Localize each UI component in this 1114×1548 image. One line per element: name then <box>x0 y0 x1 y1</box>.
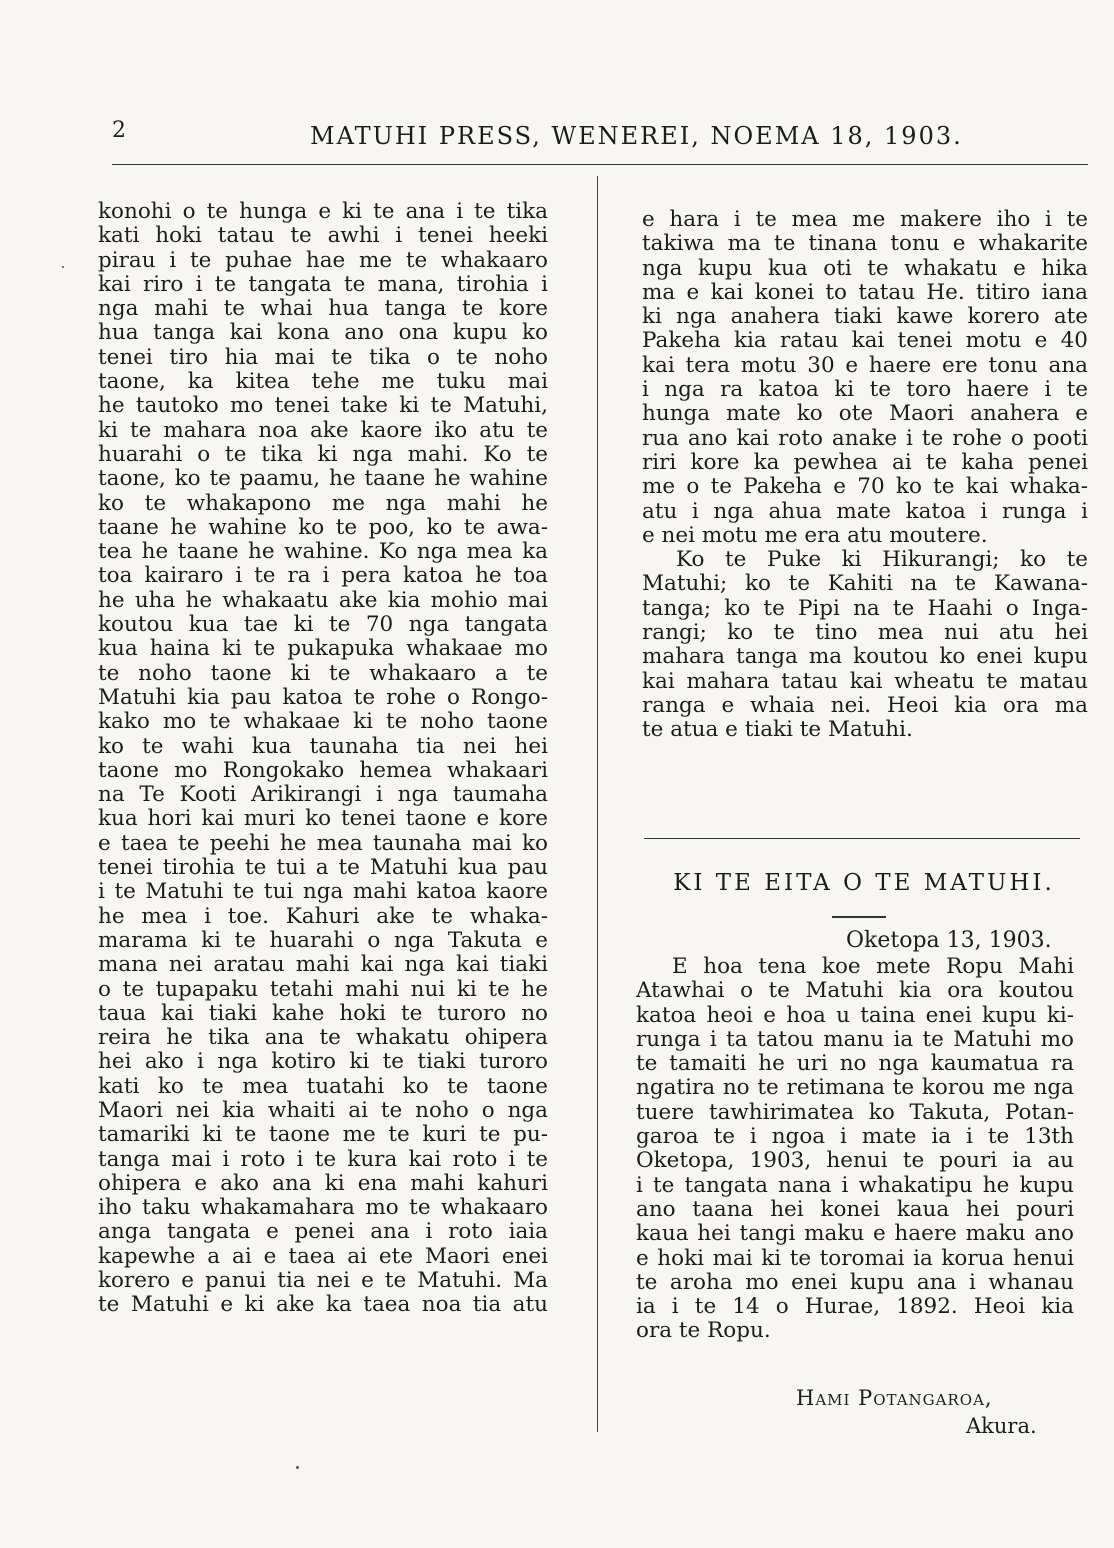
text-line: o te tupapaku tetahi mahi nui ki te he <box>98 976 548 1002</box>
text-line: te tamaiti he uri no nga kaumatua ra <box>636 1051 1074 1077</box>
text-line: rangi; ko te tino mea nui atu hei <box>642 620 1088 646</box>
text-line: garoa te i ngoa i mate ia i te 13th <box>636 1124 1074 1150</box>
text-line: he tautoko mo tenei take ki te Matuhi, <box>98 393 548 419</box>
text-line: i nga ra katoa ki te toro haere i te <box>642 377 1088 403</box>
text-line: kua hori kai muri ko tenei taone e kore <box>98 806 548 832</box>
letter-heading: KI TE EITA O TE MATUHI. <box>673 870 1055 896</box>
text-line: te aroha mo enei kupu ana i whanau <box>636 1269 1074 1295</box>
text-line: hei ako i nga kotiro ki te tiaki turoro <box>98 1049 548 1075</box>
text-line: kai tera motu 30 e haere ere tonu ana <box>642 352 1088 378</box>
text-line: ki nga anahera tiaki kawe korero ate <box>642 304 1088 330</box>
text-line: kako mo te whakaae ki te noho taone <box>98 709 548 735</box>
text-line: Atawhai o te Matuhi kia ora koutou <box>636 978 1074 1004</box>
text-line: tamariki ki te taone me te kuri te pu- <box>98 1122 548 1148</box>
header-rule <box>112 164 1088 165</box>
text-line: kapewhe a ai e taea ai ete Maori enei <box>98 1243 548 1269</box>
text-line: Oketopa, 1903, henui te pouri ia au <box>636 1148 1074 1174</box>
text-line: kaua hei tangi maku e haere maku ano <box>636 1221 1074 1247</box>
text-line: ma e kai konei to tatau He. titiro iana <box>642 279 1088 305</box>
text-line: taone mo Rongokako hemea whakaari <box>98 757 548 783</box>
text-line: nga mahi te whai hua tanga te kore <box>98 296 548 322</box>
text-line: kati hoki tatau te awhi i tenei heeki <box>98 223 548 249</box>
text-line: tea he taane he wahine. Ko nga mea ka <box>98 539 548 565</box>
text-line: Ko te Puke ki Hikurangi; ko te <box>676 547 1088 573</box>
text-line: iho taku whakamahara mo te whakaaro <box>98 1195 548 1221</box>
text-line: kati ko te mea tuatahi ko te taone <box>98 1073 548 1099</box>
text-line: i te tangata nana i whakatipu he kupu <box>636 1172 1074 1198</box>
text-line: taone, ko te paamu, he taane he wahine <box>98 466 548 492</box>
text-line: nga kupu kua oti te whakatu e hika <box>642 255 1088 281</box>
text-line: he mea i toe. Kahuri ake te whaka- <box>98 903 548 929</box>
page-header <box>112 118 1092 166</box>
text-line: E hoa tena koe mete Ropu Mahi <box>672 954 1074 979</box>
text-line: taua kai tiaki kahe hoki te turoro no <box>98 1000 548 1026</box>
text-line: katoa heoi e hoa u taina enei kupu ki- <box>636 1002 1074 1028</box>
text-line: ki te mahara noa ake kaore iko atu te <box>98 417 548 443</box>
text-line: tanga; ko te Pipi na te Haahi o Inga- <box>642 595 1088 621</box>
section-rule <box>644 838 1080 839</box>
text-line: korero e panui tia nei e te Matuhi. Ma <box>98 1268 548 1294</box>
text-line: Maori nei kia whaiti ai te noho o nga <box>98 1097 548 1123</box>
page-number: 2 <box>112 118 126 143</box>
letter-body <box>636 955 1074 1344</box>
text-line: kua haina ki te pukapuka whakaae mo <box>98 636 548 662</box>
text-line: takiwa ma te tinana tonu e whakarite <box>642 231 1088 257</box>
letter-signer: Hami Potangaroa, <box>796 1386 993 1410</box>
text-line: taone, ka kitea tehe me tuku mai <box>98 369 548 395</box>
text-line: rua ano kai roto anake i te rohe o pooti <box>642 425 1088 451</box>
letter-place: Akura. <box>966 1414 1037 1438</box>
text-line: kai mahara tatau kai wheatu te matau <box>642 668 1088 694</box>
text-line: na Te Kooti Arikirangi i nga taumaha <box>98 782 548 808</box>
text-line: tenei tirohia te tui a te Matuhi kua pau <box>98 855 548 881</box>
text-line: hunga mate ko ote Maori anahera e <box>642 401 1088 427</box>
text-line: ohipera e ako ana ki ena mahi kahuri <box>98 1170 548 1196</box>
text-line: te Matuhi e ki ake ka taea noa tia atu <box>98 1292 548 1318</box>
text-line: taane he wahine ko te poo, ko te awa- <box>98 514 548 540</box>
text-line: Matuhi kia pau katoa te rohe o Rongo- <box>98 684 548 710</box>
letter-date: Oketopa 13, 1903. <box>846 928 1052 953</box>
text-line: te atua e tiaki te Matuhi. <box>642 717 913 743</box>
text-line: ranga e whaia nei. Heoi kia ora ma <box>642 692 1088 718</box>
text-line: tenei tiro hia mai te tika o te noho <box>98 344 548 370</box>
text-line: mana nei aratau mahi kai nga kai tiaki <box>98 952 548 978</box>
print-speck <box>296 1466 299 1469</box>
left-column <box>98 200 548 1318</box>
text-line: e hoki mai ki te toromai ia korua henui <box>636 1245 1074 1271</box>
text-line: kai riro i te tangata te mana, tirohia i <box>98 271 548 297</box>
text-line: marama ki te huarahi o nga Takuta e <box>98 927 548 953</box>
text-line: ko te whakapono me nga mahi he <box>98 490 548 516</box>
newspaper-masthead: MATUHI PRESS, WENEREI, NOEMA 18, 1903. <box>310 122 963 150</box>
text-line: mahara tanga ma koutou ko enei kupu <box>642 644 1088 670</box>
text-line: Matuhi; ko te Kahiti na te Kawana- <box>642 571 1088 597</box>
text-line: Pakeha kia ratau kai tenei motu e 40 <box>642 328 1088 354</box>
text-line: pirau i te puhae hae me te whakaaro <box>98 247 548 273</box>
text-line: e taea te peehi he mea taunaha mai ko <box>98 830 548 856</box>
text-line: runga i ta tatou manu ia te Matuhi mo <box>636 1026 1074 1052</box>
text-line: e hara i te mea me makere iho i te <box>642 207 1088 232</box>
text-line: anga tangata e penei ana i roto iaia <box>98 1219 548 1245</box>
text-line: tuere tawhirimatea ko Takuta, Potan- <box>636 1099 1074 1125</box>
text-line: i te Matuhi te tui nga mahi katoa kaore <box>98 879 548 905</box>
text-line: ia i te 14 o Hurae, 1892. Heoi kia <box>636 1294 1074 1320</box>
text-line: riri kore ka pewhea ai te kaha penei <box>642 449 1088 475</box>
text-line: reira he tika ana te whakatu ohipera <box>98 1025 548 1051</box>
text-line: huarahi o te tika ki nga mahi. Ko te <box>98 441 548 467</box>
text-line: toa kairaro i te ra i pera katoa he toa <box>98 563 548 589</box>
text-line: ngatira no te retimana te korou me nga <box>636 1075 1074 1101</box>
text-line: tanga mai i roto i te kura kai roto i te <box>98 1146 548 1172</box>
heading-underline <box>832 916 886 918</box>
text-line: he uha he whakaatu ake kia mohio mai <box>98 587 548 613</box>
print-speck <box>62 266 64 268</box>
text-line: konohi o te hunga e ki te ana i te tika <box>98 199 548 224</box>
text-line: hua tanga kai kona ano ona kupu ko <box>98 320 548 346</box>
right-column <box>642 208 1088 743</box>
text-line: ano taana hei konei kaua hei pouri <box>636 1196 1074 1222</box>
text-line: ora te Ropu. <box>636 1318 771 1344</box>
text-line: te noho taone ki te whakaaro a te <box>98 660 548 686</box>
column-divider <box>597 176 598 1432</box>
text-line: me o te Pakeha e 70 ko te kai whaka- <box>642 474 1088 500</box>
text-line: e nei motu me era atu moutere. <box>642 522 988 548</box>
text-line: koutou kua tae ki te 70 nga tangata <box>98 612 548 638</box>
text-line: ko te wahi kua taunaha tia nei hei <box>98 733 548 759</box>
text-line: atu i nga ahua mate katoa i runga i <box>642 498 1088 524</box>
